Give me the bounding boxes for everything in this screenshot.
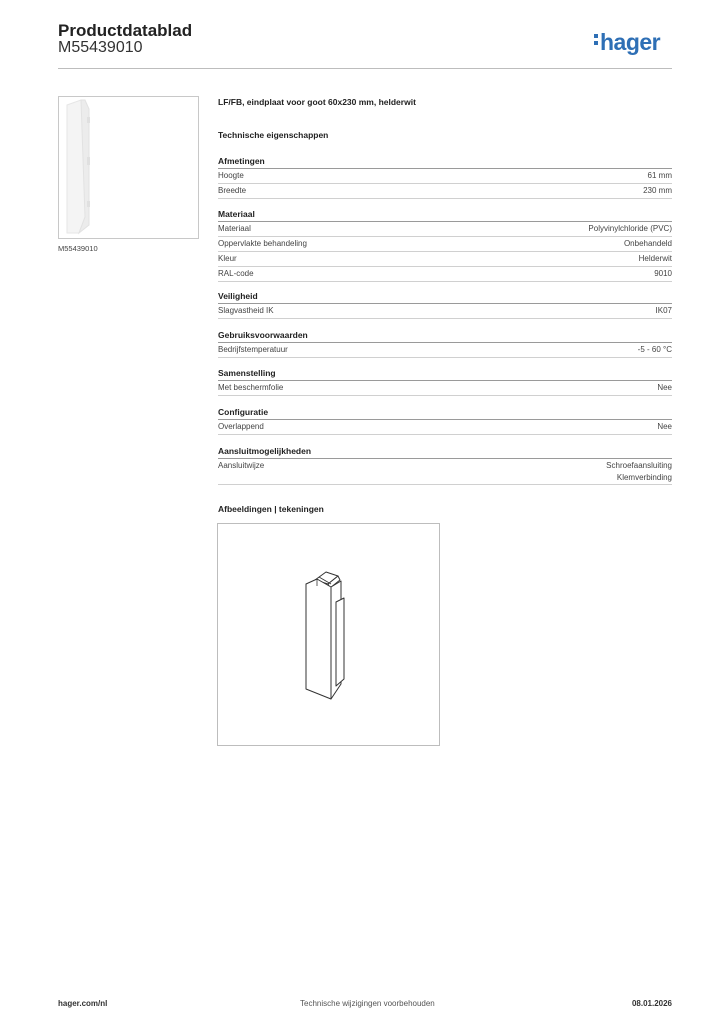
- spec-value-line: Klemverbinding: [616, 472, 672, 482]
- spec-label: Materiaal: [218, 224, 251, 233]
- thumbnail-caption: M55439010: [58, 244, 98, 253]
- technical-drawing: [217, 523, 440, 746]
- spec-label: RAL-code: [218, 269, 254, 278]
- section-aansluitmogelijkheden: [218, 445, 672, 485]
- footer-website: hager.com/nl: [58, 999, 108, 1008]
- section-title: Configuratie: [218, 406, 672, 420]
- spec-row: [218, 267, 672, 282]
- spec-label: Slagvastheid IK: [218, 306, 274, 315]
- logo-text: hager: [600, 29, 661, 55]
- spec-row: [218, 304, 672, 319]
- article-number: M55439010: [58, 39, 143, 56]
- section-gebruiksvoorwaarden: [218, 329, 672, 358]
- spec-label: Overlappend: [218, 422, 264, 431]
- page-title: Productdatablad: [58, 21, 193, 40]
- spec-value-line: Schroefaansluiting: [606, 461, 672, 470]
- logo-dots-icon: [594, 31, 600, 48]
- section-title: Veiligheid: [218, 290, 672, 304]
- spec-value: -5 - 60 °C: [637, 345, 672, 354]
- technical-properties-heading: Technische eigenschappen: [218, 130, 329, 140]
- spec-row: [218, 381, 672, 396]
- spec-value: Nee: [657, 422, 672, 431]
- spec-row: [218, 237, 672, 252]
- spec-value: Nee: [657, 383, 672, 392]
- product-thumbnail-image: [59, 97, 198, 238]
- header-divider: [58, 68, 672, 69]
- spec-value: Onbehandeld: [623, 239, 672, 248]
- end-plate-drawing: [218, 524, 439, 745]
- footer-date: 08.01.2026: [631, 999, 672, 1008]
- product-thumbnail: [58, 96, 199, 239]
- spec-value: 9010: [654, 269, 672, 278]
- spec-label: Kleur: [218, 254, 237, 263]
- section-title: Afmetingen: [218, 155, 672, 169]
- hager-logo: [594, 29, 660, 56]
- section-afmetingen: [218, 155, 672, 199]
- section-title: Aansluitmogelijkheden: [218, 445, 672, 459]
- spec-row: [218, 169, 672, 184]
- spec-label: Oppervlakte behandeling: [218, 239, 307, 248]
- spec-value: Polyvinylchloride (PVC): [588, 224, 672, 233]
- section-title: Samenstelling: [218, 367, 672, 381]
- spec-label: Met beschermfolie: [218, 383, 284, 392]
- section-title: Gebruiksvoorwaarden: [218, 329, 672, 343]
- spec-value: IK07: [655, 306, 672, 315]
- spec-value: 61 mm: [647, 171, 672, 180]
- spec-row: [218, 343, 672, 358]
- spec-label: Hoogte: [218, 171, 244, 180]
- spec-label: Aansluitwijze: [218, 461, 265, 470]
- section-title: Materiaal: [218, 208, 672, 222]
- section-materiaal: [218, 208, 672, 282]
- footer-disclaimer: Technische wijzigingen voorbehouden: [300, 999, 435, 1008]
- spec-label: Breedte: [218, 186, 247, 195]
- section-samenstelling: [218, 367, 672, 396]
- spec-row: [218, 459, 672, 485]
- spec-row: [218, 222, 672, 237]
- spec-row: [218, 420, 672, 435]
- product-description: LF/FB, eindplaat voor goot 60x230 mm, helderwit: [218, 97, 416, 107]
- section-veiligheid: [218, 290, 672, 319]
- images-heading: Afbeeldingen | tekeningen: [218, 504, 324, 514]
- spec-value: 230 mm: [643, 186, 672, 195]
- section-configuratie: [218, 406, 672, 435]
- spec-row: [218, 252, 672, 267]
- spec-value: [606, 459, 672, 484]
- spec-row: [218, 184, 672, 199]
- spec-label: Bedrijfstemperatuur: [218, 345, 288, 354]
- spec-value: Helderwit: [638, 254, 672, 263]
